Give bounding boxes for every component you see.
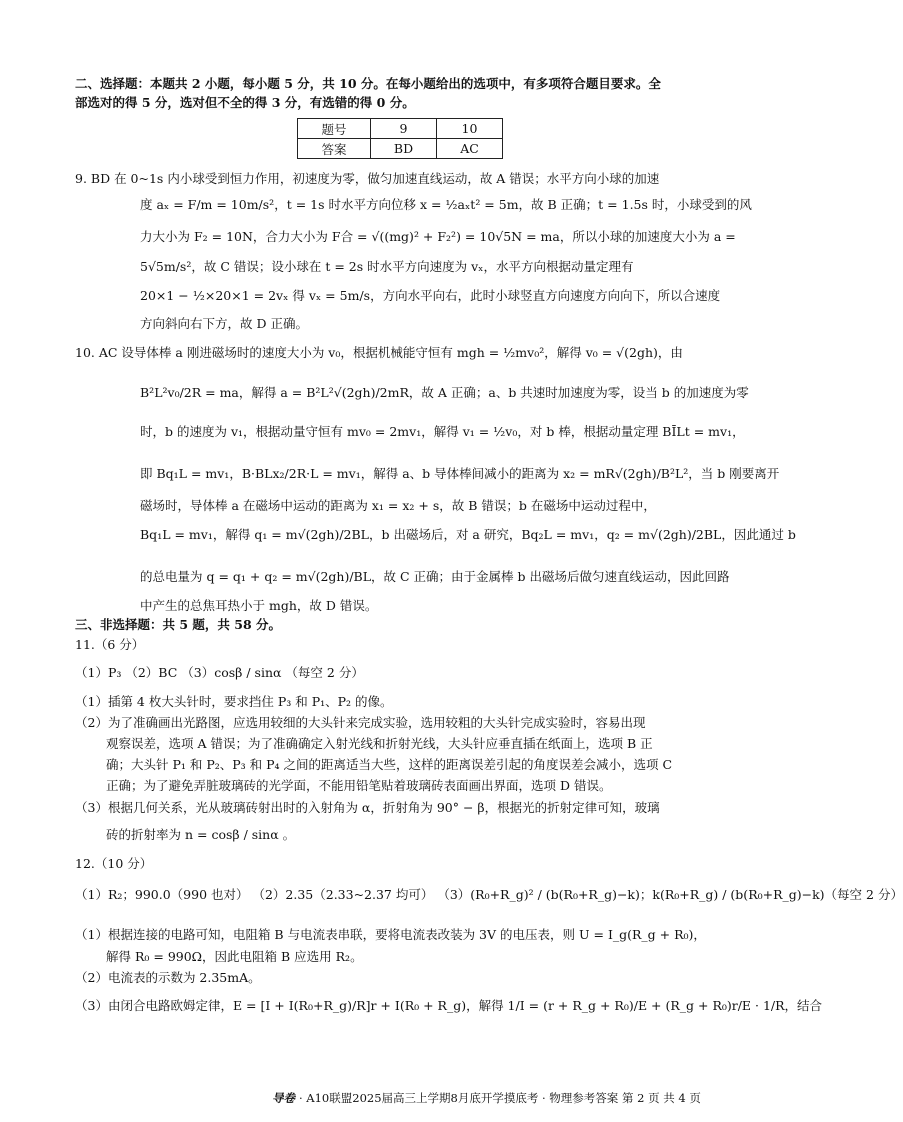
q10-line: 的总电量为 q = q₁ + q₂ = m√(2gh)/BL，故 C 正确；由于金属棒 b 出磁场后做匀速直线运动，因此回路 [140,569,730,584]
q12-explain: （3）由闭合电路欧姆定律，E = [I + I(R₀+R_g)/R]r + I(R₀ + R_g)，解得 1/I = (r + R_g + R₀)/E + (R_g + R₀)r/E · 1/R，结合 [75,998,823,1013]
q9-line: 9. BD 在 0~1s 内小球受到恒力作用，初速度为零，做匀加速直线运动，故 A 错误；水平方向小球的加速 [75,171,660,186]
table-cell: AC [437,139,503,159]
q11-explain: 正确；为了避免弄脏玻璃砖的光学面，不能用铅笔贴着玻璃砖表面画出界面，选项 D 错误。 [106,778,612,793]
q10-line: 时，b 的速度为 v₁，根据动量守恒有 mv₀ = 2mv₁，解得 v₁ = ½v₀，对 b 棒，根据动量定理 BĪLt = mv₁， [140,424,745,439]
q12-title: 12.（10 分） [75,856,153,871]
q11-title: 11.（6 分） [75,637,145,652]
page-footer [272,1090,701,1106]
q9-line: 5√5m/s²，故 C 错误；设小球在 t = 2s 时水平方向速度为 vₓ，水平方向根据动量定理有 [140,259,634,274]
answer-table [297,118,503,159]
q10-line: Bq₁L = mv₁，解得 q₁ = m√(2gh)/2BL，b 出磁场后，对 a 研究，Bq₂L = mv₁，q₂ = m√(2gh)/2BL，因此通过 b [140,527,796,542]
q12-explain: （2）电流表的示数为 2.35mA。 [75,970,261,985]
q11-explain: 砖的折射率为 n = cosβ / sinα 。 [106,827,296,842]
q11-explain: （2）为了准确画出光路图，应选用较细的大头针来完成实验，选用较粗的大头针完成实验时，容易出现 [75,715,646,730]
q12-explain: 解得 R₀ = 990Ω，因此电阻箱 B 应选用 R₂。 [106,949,363,964]
q10-line: 10. AC 设导体棒 a 刚进磁场时的速度大小为 v₀，根据机械能守恒有 mgh = ½mv₀²，解得 v₀ = √(2gh)，由 [75,345,683,360]
q10-line: B²L²v₀/2R = ma，解得 a = B²L²√(2gh)/2mR，故 A 正确；a、b 共速时加速度为零，设当 b 的加速度为零 [140,385,749,400]
q10-line: 磁场时，导体棒 a 在磁场中运动的距离为 x₁ = x₂ + s，故 B 错误；b 在磁场中运动过程中， [140,498,656,513]
brand-logo: 导卷 [272,1091,295,1105]
q11-answers: （1）P₃ （2）BC （3）cosβ / sinα （每空 2 分） [75,665,364,680]
q12-explain: （1）根据连接的电路可知，电阻箱 B 与电流表串联，要将电流表改装为 3V 的电压表，则 U = I_g(R_g + R₀)， [75,927,706,942]
section2-heading-cont: 部选对的得 5 分，选对但不全的得 3 分，有选错的得 0 分。 [75,95,415,110]
table-row [298,139,503,159]
q9-line: 力大小为 F₂ = 10N，合力大小为 F合 = √((mg)² + F₂²) = 10√5N = ma，所以小球的加速度大小为 a = [140,229,736,244]
q9-line: 度 aₓ = F/m = 10m/s²，t = 1s 时水平方向位移 x = ½aₓt² = 5m，故 B 正确；t = 1.5s 时，小球受到的风 [140,197,752,212]
table-cell: 10 [437,119,503,139]
table-header-row [298,119,503,139]
q10-line: 中产生的总焦耳热小于 mgh，故 D 错误。 [140,598,378,613]
section3-heading: 三、非选择题：共 5 题，共 58 分。 [75,617,282,632]
table-cell: 题号 [298,119,371,139]
q9-line: 20×1 − ½×20×1 = 2vₓ 得 vₓ = 5m/s，方向水平向右，此时小球竖直方向速度方向向下，所以合速度 [140,288,721,303]
table-cell: 9 [371,119,437,139]
table-cell: BD [371,139,437,159]
q11-explain: 确；大头针 P₁ 和 P₂、P₃ 和 P₄ 之间的距离适当大些，这样的距离误差引起的角度误差会减小，选项 C [106,757,673,772]
table-cell: 答案 [298,139,371,159]
q11-explain: 观察误差，选项 A 错误；为了准确确定入射光线和折射光线，大头针应垂直插在纸面上，选项 B 正 [106,736,653,751]
q10-line: 即 Bq₁L = mv₁，B·BLx₂/2R·L = mv₁，解得 a、b 导体棒间减小的距离为 x₂ = mR√(2gh)/B²L²，当 b 刚要离开 [140,466,780,481]
q12-answers: （1）R₂；990.0（990 也对） （2）2.35（2.33~2.37 均可） （3）(R₀+R_g)² / (b(R₀+R_g)−k)；k(R₀+R_g) / (b(R₀+R_g)−k)（每空 2 分） [75,887,903,902]
q11-explain: （1）插第 4 枚大头针时，要求挡住 P₃ 和 P₁、P₂ 的像。 [75,694,393,709]
section2-heading: 二、选择题：本题共 2 小题，每小题 5 分，共 10 分。在每小题给出的选项中，有多项符合题目要求。全 [75,76,661,91]
q9-line: 方向斜向右下方，故 D 正确。 [140,316,308,331]
footer-text: · A10联盟2025届高三上学期8月底开学摸底考 · 物理参考答案 第 2 页 共 4 页 [299,1091,701,1105]
q11-explain: （3）根据几何关系，光从玻璃砖射出时的入射角为 α，折射角为 90° − β，根据光的折射定律可知，玻璃 [75,800,660,815]
